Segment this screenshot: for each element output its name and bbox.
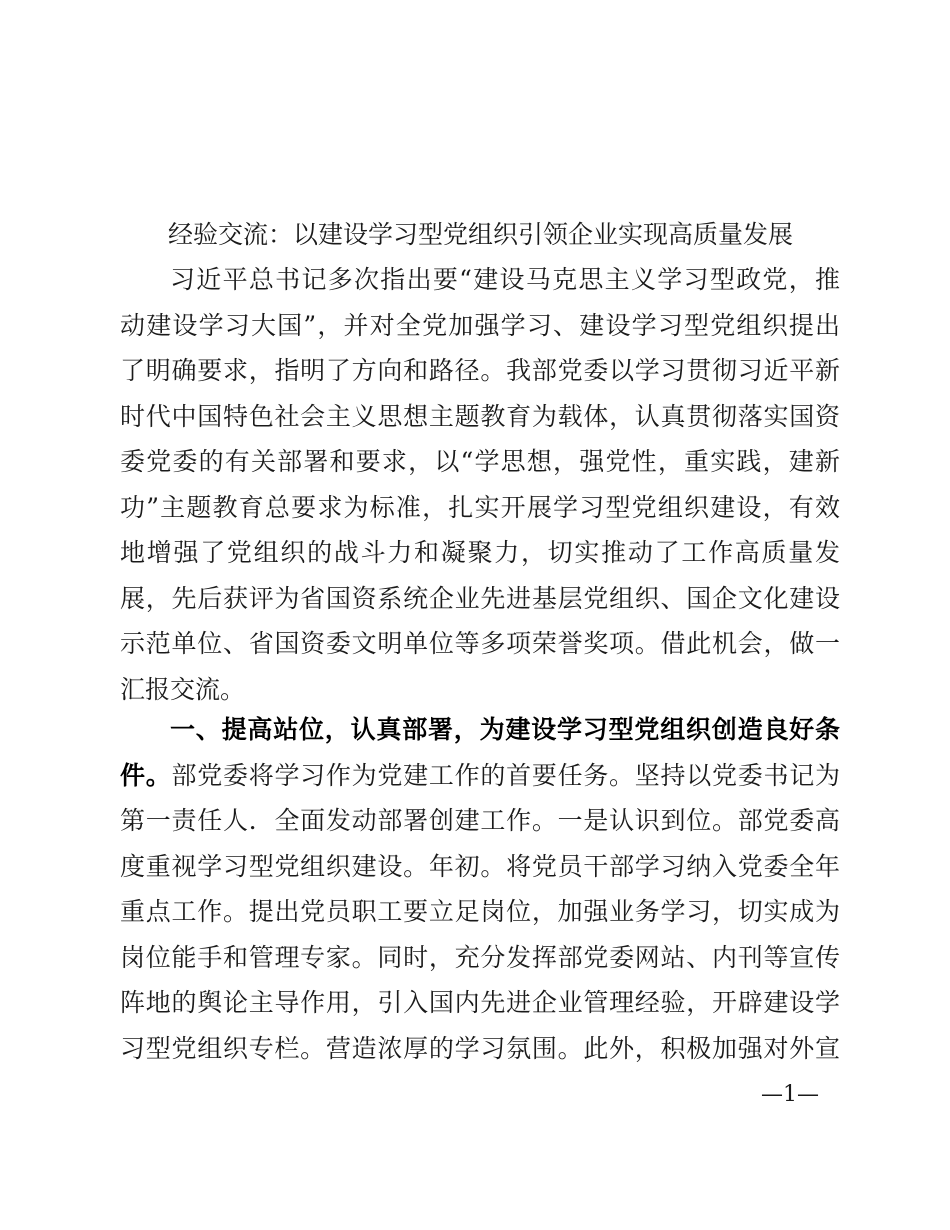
paragraph-line: 阵地的舆论主导作用，引入国内先进企业管理经验，开辟建设学 — [120, 988, 840, 1017]
paragraph-line: 第一责任人．全面发动部署创建工作。一是认识到位。部党委高 — [120, 806, 840, 835]
paragraph-line: 汇报交流。 — [120, 674, 246, 704]
section-heading-tail: 件。 — [120, 760, 172, 790]
paragraph-line — [120, 753, 840, 799]
page-number: —1— — [761, 1082, 819, 1107]
paragraph-line: 委党委的有关部署和要求，以“学思想，强党性，重实践，建新 — [120, 447, 840, 476]
paragraph-line: 重点工作。提出党员职工要立足岗位，加强业务学习，切实成为 — [120, 897, 840, 926]
document-title: 经验交流：以建设学习型党组织引领企业实现高质量发展 — [168, 220, 794, 249]
paragraph-line-text: 部党委将学习作为党建工作的首要任务。坚持以党委书记为 — [171, 760, 840, 790]
section-heading: 一、提高站位，认真部署，为建设学习型党组织创造良好条 — [170, 715, 840, 744]
paragraph-line: 展，先后获评为省国资系统企业先进基层党组织、国企文化建设 — [120, 583, 840, 613]
paragraph-line: 地增强了党组织的战斗力和凝聚力，切实推动了工作高质量发 — [120, 538, 840, 567]
paragraph-line: 岗位能手和管理专家。同时，充分发挥部党委网站、内刊等宣传 — [120, 942, 840, 972]
paragraph-line: 度重视学习型党组织建设。年初。将党员干部学习纳入党委全年 — [120, 851, 840, 881]
paragraph-line: 了明确要求，指明了方向和路径。我部党委以学习贯彻习近平新 — [120, 356, 840, 385]
paragraph-line: 功”主题教育总要求为标准，扎实开展学习型党组织建设，有效 — [120, 492, 840, 522]
section-1-paragraph — [120, 707, 840, 1071]
paragraph-line: 习近平总书记多次指出要“建设马克思主义学习型政党，推 — [170, 265, 840, 294]
paragraph-line: 动建设学习大国”，并对全党加强学习、建设学习型党组织提出 — [120, 310, 840, 340]
intro-paragraph — [120, 257, 840, 712]
paragraph-line: 习型党组织专栏。营造浓厚的学习氛围。此外，积极加强对外宣 — [120, 1033, 840, 1063]
paragraph-line: 示范单位、省国资委文明单位等多项荣誉奖项。借此机会，做一 — [120, 629, 840, 658]
paragraph-line: 时代中国特色社会主义思想主题教育为载体，认真贯彻落实国资 — [120, 401, 840, 431]
